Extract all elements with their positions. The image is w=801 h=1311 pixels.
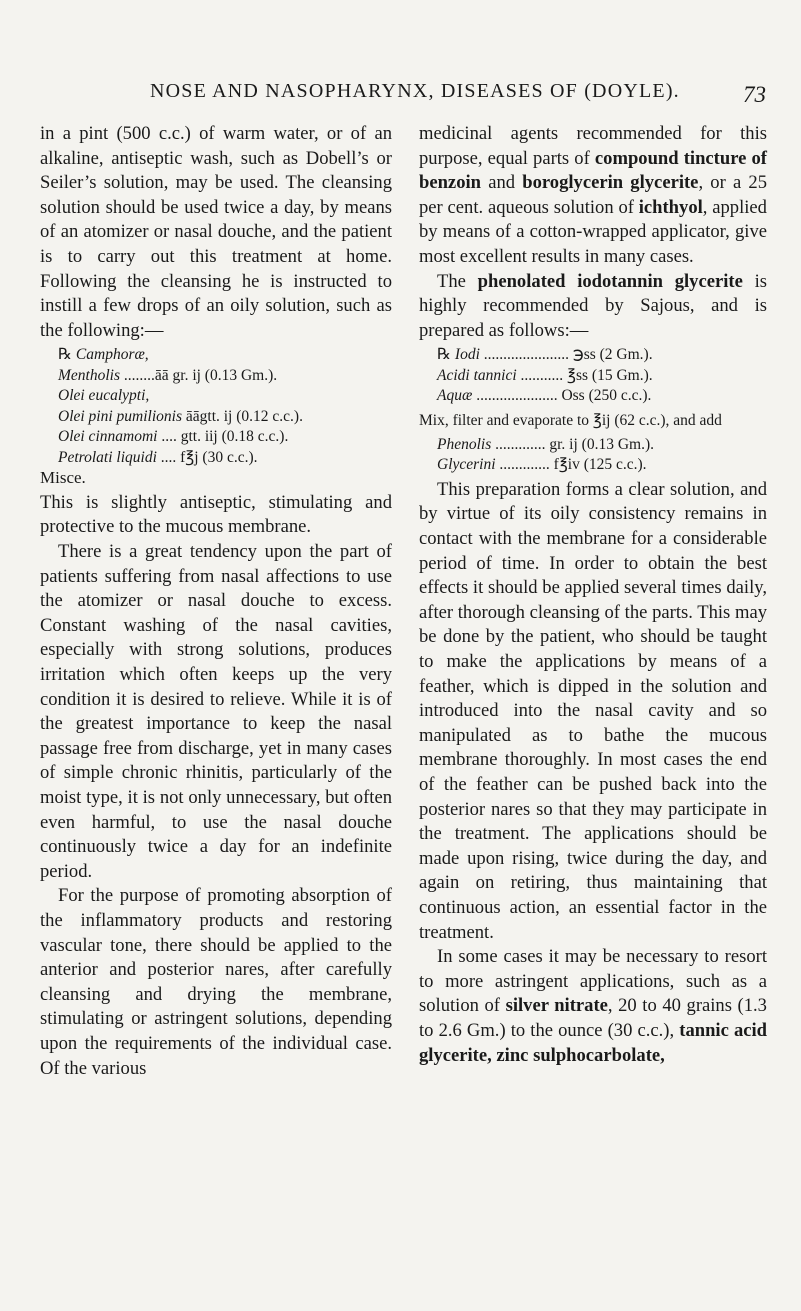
text-run: medicinal agents recommended for this purpose, equal parts of — [419, 123, 767, 169]
prescription-3 — [419, 435, 767, 476]
page-number: 73 — [743, 82, 766, 107]
ingredient: Mentholis — [58, 366, 120, 384]
ingredient: Petrolati liquidi — [58, 448, 157, 466]
paragraph: in a pint (500 c.c.) of warm water, or of an alkaline, antiseptic wash, such as Dobell’s or Seiler’s solution, may be used. The cleansing solution should be used twice a day, by means of an atomizer or nasal douche, and the patient is to carry out this treatment at home. Following the cleansing he is instructed to instill a few drops of an oily solution, such as the following:— — [40, 123, 392, 341]
page-header — [40, 80, 766, 110]
rx-line — [40, 386, 392, 407]
rx-line — [419, 345, 767, 366]
ingredient: Olei pini pumilionis — [58, 407, 182, 425]
text-run: is highly recommended by Sajous, and is prepared as follows:— — [419, 270, 767, 341]
paragraph — [419, 945, 767, 1068]
ingredient: Acidi tannici — [437, 366, 517, 384]
paragraph: This is slightly antiseptic, stimulating and protective to the mucous membrane. — [40, 491, 392, 538]
dose: ............. f℥iv (125 c.c.). — [495, 456, 647, 474]
dose: ........āā gr. ij (0.13 Gm.). — [120, 366, 278, 384]
text-run: , applied by means of a cotton-wrapped applicator, give most excellent results in many cases. — [419, 196, 767, 267]
rx-line — [419, 366, 767, 387]
ingredient: Phenolis — [437, 435, 492, 453]
rx-line — [40, 366, 392, 387]
paragraph: For the purpose of promoting absorption of the inflammatory products and restoring vascular tone, there should be applied to the anterior and posterior nares, after carefully cleansing and drying the membrane, stimulating or astringent solutions, depending upon the requirements of the individual case. Of the various — [40, 885, 392, 1079]
ingredient: Olei cinnamomi — [58, 428, 158, 446]
bold-term: silver nitrate — [505, 995, 608, 1017]
dose: ........... ℥ss (15 Gm.). — [516, 366, 653, 384]
dose: ...................... ℈ss (2 Gm.). — [479, 346, 653, 364]
rx-line — [419, 435, 767, 456]
paragraph — [419, 270, 767, 344]
ingredient: Aquæ — [437, 387, 473, 405]
bold-term: compound tincture of benzoin — [419, 147, 767, 194]
rx-line — [419, 455, 767, 476]
text-run: , or a 25 per cent. aqueous solution of — [419, 172, 767, 218]
bold-term: ichthyol — [638, 196, 703, 218]
dose: āāgtt. ij (0.12 c.c.). — [182, 407, 303, 425]
ingredient: Camphoræ, — [75, 346, 149, 364]
ingredient: Glycerini — [437, 456, 496, 474]
text-run: and — [481, 172, 523, 194]
rx-line — [40, 345, 392, 366]
text-run: , 20 to 40 grains (1.3 to 2.6 Gm.) to the ounce (30 c.c.), — [419, 995, 767, 1041]
dose: .... f℥j (30 c.c.). — [156, 448, 258, 466]
dose: .... gtt. iij (0.18 c.c.). — [157, 428, 289, 446]
left-column — [40, 122, 392, 1081]
rx-symbol: ℞ — [437, 346, 451, 364]
paragraph: This preparation forms a clear solution, and by virtue of its oily consistency remains in contact with the membrane for a considerable period of time. In order to obtain the best effects it should be applied several times daily, after thorough cleansing of the parts. This may be done by the patient, who should be taught to make the applications by means of a feather, which is dipped in the solution and introduced into the nasal cavity and so manipulated as to bathe the mucous membrane thoroughly. In most cases the end of the feather can be pushed back into the posterior nares so that they may participate in the treatment. The applications should be made upon rising, twice during the day, and again on retiring, thus maintaining that continuous action, an essential factor in the treatment. — [419, 478, 767, 943]
ingredient: Iodi — [454, 346, 480, 364]
bold-term: tannic acid glycerite, zinc sulphocarbolate, — [419, 1019, 767, 1066]
rx-line — [40, 407, 392, 428]
bold-term: phenolated iodotannin glycerite — [477, 270, 743, 292]
prescription-1 — [40, 345, 392, 489]
dose: ..................... Oss (250 c.c.). — [472, 387, 652, 405]
paragraph: There is a great tendency upon the part of patients suffering from nasal affections to use the atomizer or nasal douche to excess. Constant washing of the nasal cavities, especially with strong solutions, produces irritation which often keeps up the very condition it is desired to relieve. While it is of the greatest importance to keep the nasal passage free from discharge, yet in many cases of simple chronic rhinitis, particularly of the moist type, it is not only unnecessary, but often even harmful, to use the nasal douche continuously twice a day for an indefinite period. — [40, 541, 392, 882]
text-run: In some cases it may be necessary to resort to more astringent applications, such as a solution of — [419, 946, 767, 1017]
dose: ............. gr. ij (0.13 Gm.). — [491, 435, 654, 453]
rx-line — [40, 448, 392, 469]
bold-term: boroglycerin glycerite — [522, 172, 699, 194]
ingredient: Olei eucalypti, — [58, 387, 150, 405]
mix-instruction: Mix, filter and evaporate to ℥ij (62 c.c.), and add — [419, 411, 722, 429]
rx-symbol: ℞ — [58, 346, 72, 364]
text-run: The — [437, 270, 478, 292]
right-column — [419, 122, 767, 1068]
running-head: NOSE AND NASOPHARYNX, DISEASES OF (DOYLE). — [150, 80, 680, 102]
misce-instruction: Misce. — [40, 468, 86, 488]
rx-line — [40, 427, 392, 448]
rx-line — [419, 386, 767, 407]
prescription-2 — [419, 345, 767, 407]
paragraph — [419, 122, 767, 270]
